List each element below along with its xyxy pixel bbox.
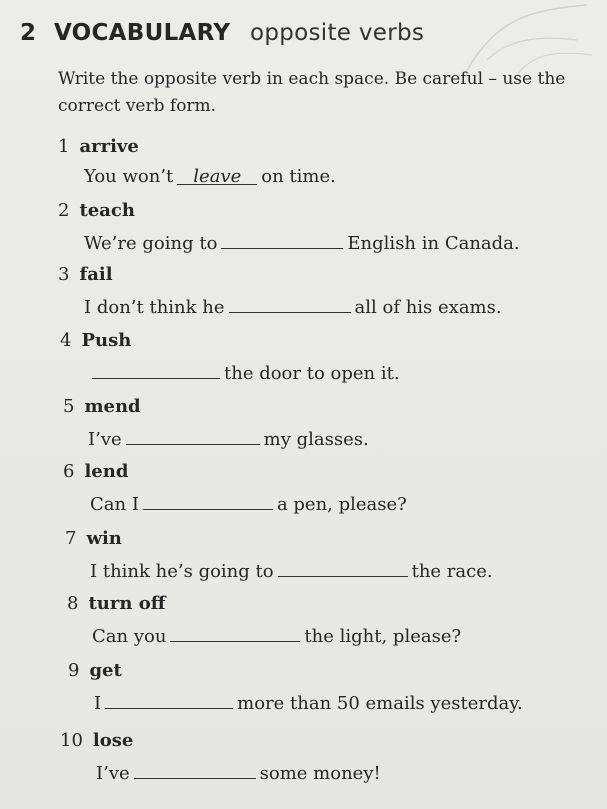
item-verb: win xyxy=(86,528,122,549)
item-number: 3 xyxy=(58,264,70,285)
answer-blank[interactable] xyxy=(221,230,343,249)
item-number: 6 xyxy=(63,461,75,482)
sentence-before: I’ve xyxy=(96,763,130,784)
exercise-item xyxy=(0,593,607,659)
item-verb: teach xyxy=(79,200,135,221)
item-label xyxy=(68,660,122,681)
answer-blank[interactable] xyxy=(134,760,256,779)
item-label xyxy=(63,461,128,482)
item-verb: arrive xyxy=(79,136,139,157)
exercise-item xyxy=(0,730,607,796)
sentence-before: Can you xyxy=(92,626,167,647)
answer-blank[interactable] xyxy=(105,690,233,709)
exercise-title: VOCABULARY xyxy=(53,20,231,46)
item-sentence xyxy=(96,760,381,784)
sentence-after: my glasses. xyxy=(263,429,369,450)
item-sentence xyxy=(84,166,336,187)
answer-blank[interactable] xyxy=(92,360,220,379)
exercise-number: 2 xyxy=(20,20,37,46)
item-sentence xyxy=(88,360,400,384)
exercise-item xyxy=(0,330,607,396)
exercise-item xyxy=(0,264,607,330)
item-label xyxy=(60,730,133,751)
item-number: 5 xyxy=(63,396,75,417)
sentence-after: a pen, please? xyxy=(276,494,407,515)
sentence-after: some money! xyxy=(259,763,381,784)
sentence-after: English in Canada. xyxy=(347,233,520,254)
item-number: 1 xyxy=(58,136,70,157)
exercise-subtitle: opposite verbs xyxy=(249,20,425,46)
item-number: 4 xyxy=(60,330,72,351)
sentence-after: more than 50 emails yesterday. xyxy=(237,693,523,714)
item-sentence xyxy=(92,623,461,647)
item-number: 10 xyxy=(60,730,83,751)
item-label xyxy=(58,136,139,157)
item-number: 9 xyxy=(68,660,80,681)
item-verb: lose xyxy=(92,730,134,751)
sentence-before: I think he’s going to xyxy=(90,561,274,582)
item-sentence xyxy=(94,690,523,714)
item-sentence xyxy=(84,294,502,318)
item-sentence xyxy=(84,230,520,254)
item-number: 7 xyxy=(65,528,77,549)
item-label xyxy=(58,264,113,285)
sentence-before: I xyxy=(94,693,102,714)
item-sentence xyxy=(90,558,493,582)
exercise-instruction: Write the opposite verb in each space. Be careful – use the correct verb form. xyxy=(58,69,566,116)
answer-blank[interactable] xyxy=(170,623,300,642)
item-verb: turn off xyxy=(88,593,166,614)
item-label xyxy=(65,528,122,549)
sentence-after: the door to open it. xyxy=(224,363,400,384)
answer-blank[interactable] xyxy=(229,294,351,313)
sentence-before: Can I xyxy=(90,494,139,515)
sentence-after: on time. xyxy=(261,166,336,187)
exercise-heading xyxy=(20,20,424,46)
item-verb: fail xyxy=(79,264,113,285)
sentence-before: I don’t think he xyxy=(84,297,225,318)
exercise-item xyxy=(0,136,607,202)
sentence-after: the race. xyxy=(411,561,493,582)
item-sentence xyxy=(88,426,369,450)
item-verb: get xyxy=(89,660,122,681)
item-verb: Push xyxy=(81,330,132,351)
item-label xyxy=(63,396,141,417)
answer-blank[interactable] xyxy=(143,491,273,510)
exercise-item xyxy=(0,528,607,594)
sentence-before: You won’t xyxy=(84,166,174,187)
item-label xyxy=(60,330,131,351)
item-verb: mend xyxy=(84,396,141,417)
sentence-after: the light, please? xyxy=(304,626,462,647)
item-label xyxy=(67,593,165,614)
sentence-before: I’ve xyxy=(88,429,122,450)
sentence-before: We’re going to xyxy=(84,233,218,254)
exercise-item xyxy=(0,660,607,726)
exercise-item xyxy=(0,396,607,462)
sentence-after: all of his exams. xyxy=(354,297,502,318)
exercise-item xyxy=(0,461,607,527)
answer-blank[interactable]: leave xyxy=(177,166,257,185)
answer-blank[interactable] xyxy=(278,558,408,577)
item-label xyxy=(58,200,135,221)
answer-blank[interactable] xyxy=(126,426,260,445)
item-number: 8 xyxy=(67,593,79,614)
item-verb: lend xyxy=(84,461,129,482)
item-number: 2 xyxy=(58,200,70,221)
exercise-item xyxy=(0,200,607,266)
item-sentence xyxy=(90,491,407,515)
